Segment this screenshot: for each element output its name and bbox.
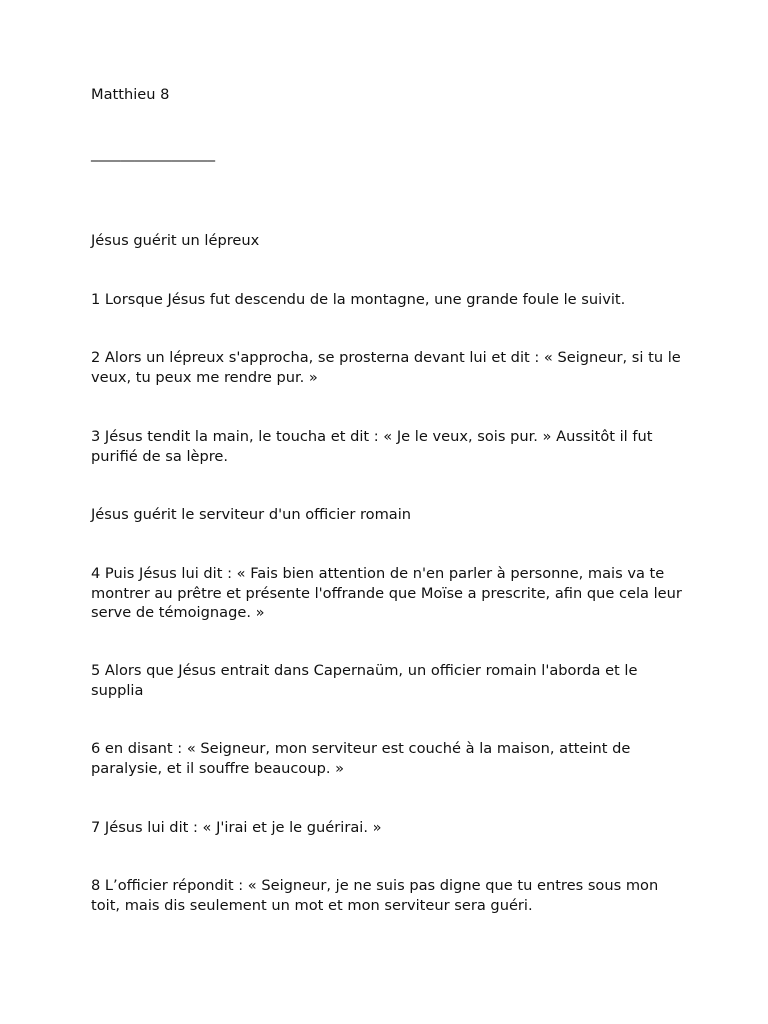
verse-2: 2 Alors un lépreux s'approcha, se prosterna devant lui et dit : « Seigneur, si tu le veux, tu peux me rendre pur. »	[91, 349, 681, 386]
verse-8: 8 L’officier répondit : « Seigneur, je ne suis pas digne que tu entres sous mon toit, mais dis seulement un mot et mon serviteur sera guéri.	[91, 877, 659, 914]
verse-1: 1 Lorsque Jésus fut descendu de la montagne, une grande foule le suivit.	[91, 291, 626, 308]
separator-line: _________________	[91, 145, 216, 162]
section-heading-servant: Jésus guérit le serviteur d'un officier romain	[91, 506, 412, 523]
verse-3: 3 Jésus tendit la main, le toucha et dit : « Je le veux, sois pur. » Aussitôt il fut purifié de sa lèpre.	[91, 428, 653, 465]
verse-6: 6 en disant : « Seigneur, mon serviteur est couché à la maison, atteint de paralysie, et il souffre beaucoup. »	[91, 740, 631, 777]
verse-5: 5 Alors que Jésus entrait dans Capernaüm, un officier romain l'aborda et le supplia	[91, 662, 638, 699]
verse-4: 4 Puis Jésus lui dit : « Fais bien attention de n'en parler à personne, mais va te montrer au prêtre et présente l'offrande que Moïse a prescrite, afin que cela leur serve de témoignage. »	[91, 565, 682, 622]
section-heading-leper: Jésus guérit un lépreux	[91, 232, 260, 249]
verse-7: 7 Jésus lui dit : « J'irai et je le guérirai. »	[91, 819, 382, 836]
page-title: Matthieu 8	[91, 86, 170, 103]
